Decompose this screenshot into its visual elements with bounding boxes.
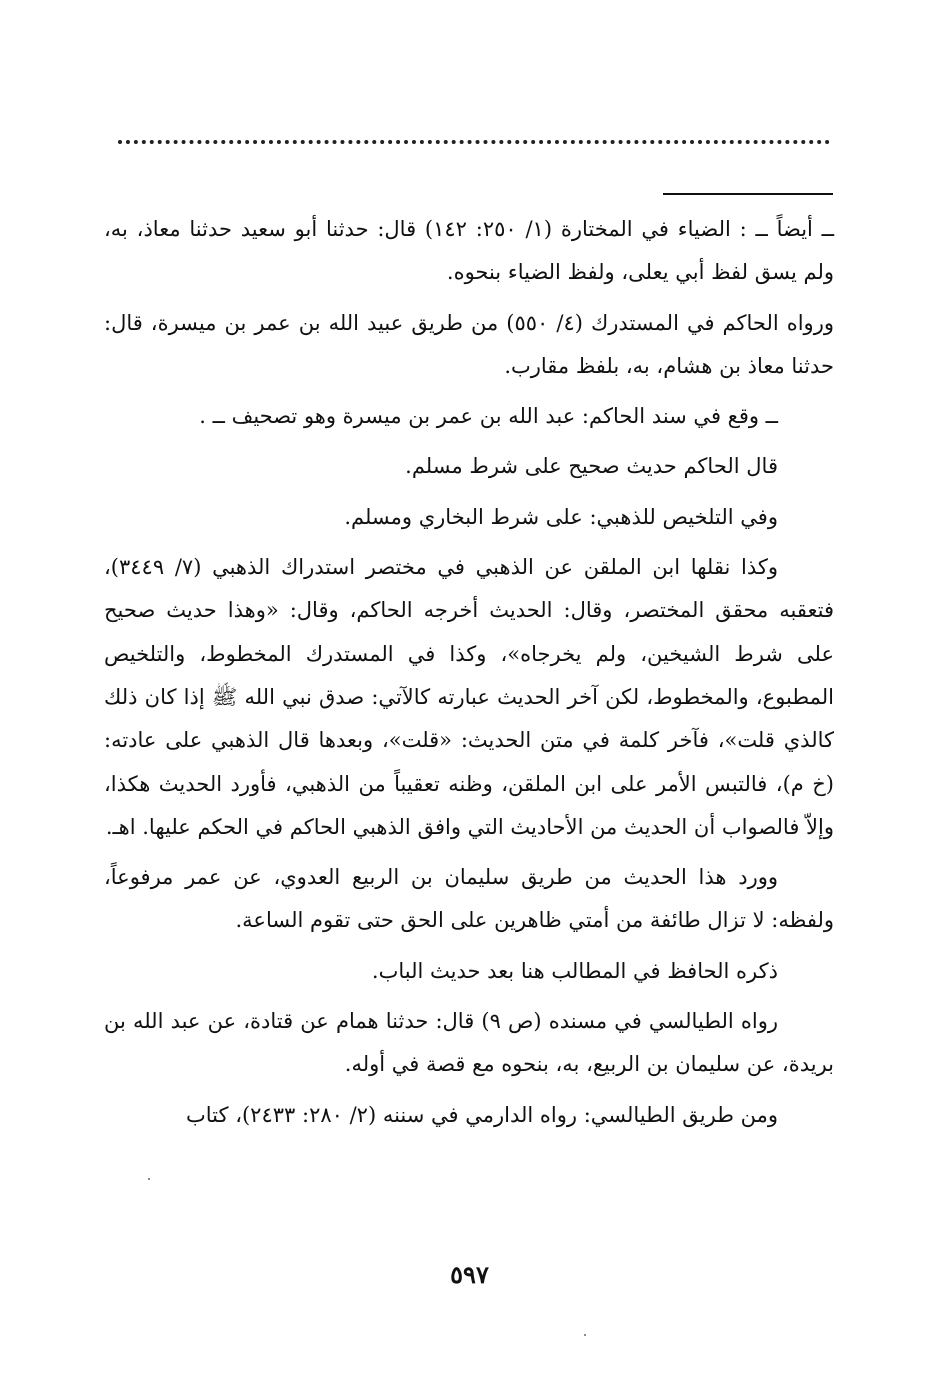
paragraph-9: رواه الطيالسي في مسنده (ص ٩) قال: حدثنا همام عن قتادة، عن عبد الله بن بريدة، عن سليمان بن الربيع، به، بنحوه مع قصة في أوله. xyxy=(104,1009,834,1077)
paragraph-1: ــ أيضاً ــ : الضياء في المختارة (١/ ٢٥٠: ١٤٢) قال: حدثنا أبو سعيد حدثنا معاذ، به، ولم يسق لفظ أبي يعلى، ولفظ الضياء بنحوه. xyxy=(104,217,834,285)
paragraph-5: وفي التلخيص للذهبي: على شرط البخاري ومسلم. xyxy=(344,504,778,529)
page-number: ٥٩٧ xyxy=(450,1260,489,1289)
paragraph-2: ورواه الحاكم في المستدرك (٤/ ٥٥٠) من طريق عبيد الله بن عمر بن ميسرة، قال: حدثنا معاذ بن هشام، به، بلفظ مقارب. xyxy=(104,310,834,378)
dotted-separator xyxy=(118,140,830,144)
paragraph-8: ذكره الحافظ في المطالب هنا بعد حديث الباب. xyxy=(371,958,778,983)
paragraph-3: ــ وقع في سند الحاكم: عبد الله بن عمر بن ميسرة وهو تصحيف ــ . xyxy=(199,404,778,429)
scan-speck xyxy=(584,1334,586,1336)
paragraph-4: قال الحاكم حديث صحيح على شرط مسلم. xyxy=(405,454,778,479)
footnote-text xyxy=(104,208,834,1137)
paragraph-10: ومن طريق الطيالسي: رواه الدارمي في سننه (٢/ ٢٨٠: ٢٤٣٣)، كتاب xyxy=(186,1102,778,1127)
footnote-rule xyxy=(663,193,833,195)
paragraph-7: وورد هذا الحديث من طريق سليمان بن الربيع العدوي، عن عمر مرفوعاً، ولفظه: لا تزال طائفة من أمتي ظاهرين على الحق حتى تقوم الساعة. xyxy=(104,865,834,933)
paragraph-6: وكذا نقلها ابن الملقن عن الذهبي في مختصر استدراك الذهبي (٧/ ٣٤٤٩)، فتعقبه محقق المختصر، وقال: الحديث أخرجه الحاكم، وقال: «وهذا حديث صحيح على شرط الشيخين، ولم يخرجاه»، وكذا في المستدرك المخطوط، والتلخيص المطبوع، والمخطوط، لكن آخر الحديث عبارته كالآتي: صدق نبي الله ﷺ إذا كان ذلك كالذي قلت»، فآخر كلمة في متن الحديث: «قلت»، وبعدها قال الذهبي على عادته: (خ م)، فالتبس الأمر على ابن الملقن، وظنه تعقيباً من الذهبي، فأورد الحديث هكذا، وإلاّ فالصواب أن الحديث من الأحاديث التي وافق الذهبي الحاكم في الحكم عليها. اهـ. xyxy=(104,555,834,839)
scan-speck xyxy=(148,1178,150,1180)
